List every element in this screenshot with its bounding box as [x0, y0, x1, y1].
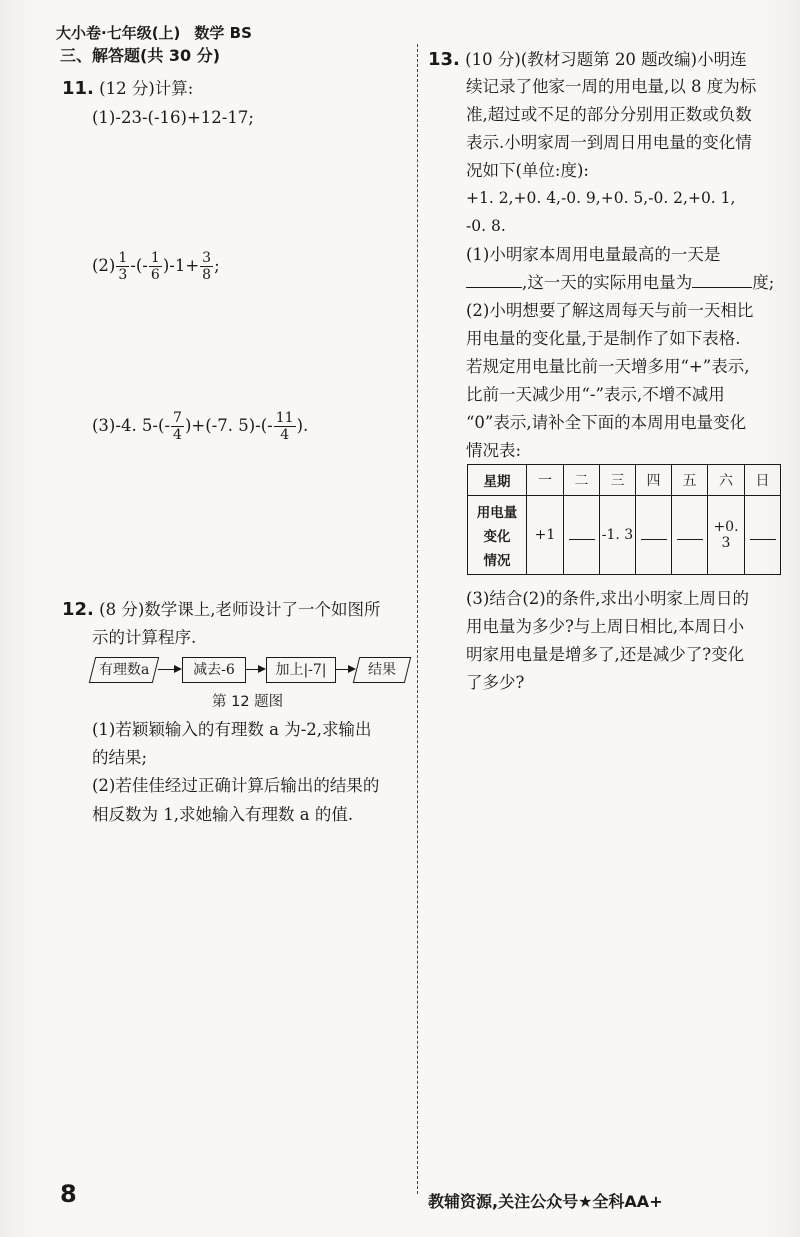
footer-note: 教辅资源,关注公众号★全科AA+ — [428, 1192, 663, 1211]
q11-part1: (1)-23-(-16)+12-17; — [92, 108, 254, 127]
table-cell-blank[interactable] — [636, 496, 672, 575]
q11-p2-lead: (2) — [92, 256, 116, 276]
flow-output-box: 结果 — [353, 657, 411, 683]
q13-line1: 续记录了他家一周的用电量,以 8 度为标 — [466, 77, 757, 96]
table-day: 一 — [527, 465, 564, 496]
answer-blank[interactable] — [569, 527, 595, 540]
q13-line0: 13. (10 分)(教材习题第 20 题改编)小明连 — [428, 49, 747, 70]
q12-sub1b: 的结果; — [92, 748, 148, 767]
q13-sub3-line0: (3)结合(2)的条件,求出小明家上周日的 — [466, 589, 749, 608]
q11-number: 11. — [62, 78, 94, 99]
q13-data-line2: -0. 8. — [466, 217, 506, 235]
answer-blank[interactable] — [466, 273, 522, 288]
series-title: 大小卷·七年级(上) — [56, 24, 181, 42]
section-title: 三、解答题(共 30 分) — [60, 46, 221, 65]
table-day: 六 — [708, 465, 745, 496]
table-day: 五 — [672, 465, 708, 496]
q13-data-line: +1. 2,+0. 4,-0. 9,+0. 5,-0. 2,+0. 1, — [466, 189, 736, 207]
q13-sub3-line3: 了多少? — [466, 673, 525, 692]
q12-sub1a: (1)若颖颖输入的有理数 a 为-2,求输出 — [92, 720, 372, 739]
fraction-3-8: $\frac{3}{8}$ — [202, 250, 212, 284]
q12-line1: 12. (8 分)数学课上,老师设计了一个如图所 — [62, 599, 381, 620]
table-day: 日 — [745, 465, 781, 496]
q13-sub3-line1: 用电量为多少?与上周日相比,本周日小 — [466, 617, 745, 636]
q13-sub2-line4: “0”表示,请补全下面的本周用电量变化 — [466, 413, 747, 432]
flow-step-subtract: 减去-6 — [182, 657, 246, 683]
q13-line4: 况如下(单位:度): — [466, 161, 589, 180]
table-header-label: 星期 — [468, 465, 527, 496]
page-number: 8 — [60, 1180, 77, 1208]
q11-part2: (2) $\frac{1}{3}$ -(- $\frac{1}{6}$ )-1+ $\frac{3}{8}$ ; — [92, 250, 220, 284]
q12-line2: 示的计算程序. — [92, 628, 197, 647]
table-header-row — [468, 465, 781, 496]
q12-sub2b: 相反数为 1,求她输入有理数 a 的值. — [92, 805, 354, 824]
fraction-1-6: $\frac{1}{6}$ — [150, 250, 160, 284]
fraction-1-3: $\frac{1}{3}$ — [118, 250, 128, 284]
flow-step-add: 加上|-7| — [266, 657, 336, 683]
q13-sub1: (1)小明家本周用电量最高的一天是 — [466, 245, 721, 264]
table-cell-blank[interactable] — [564, 496, 600, 575]
table-cell: -1. 3 — [600, 496, 636, 575]
flow-input-box: 有理数a — [89, 657, 159, 683]
answer-blank[interactable] — [641, 527, 667, 540]
table-row — [468, 496, 781, 575]
table-day: 二 — [564, 465, 600, 496]
q11-part3: (3)-4. 5-(- $\frac{7}{4}$ )+(-7. 5)-(- $\frac{11}{4}$ ). — [92, 410, 309, 444]
page-header — [56, 22, 252, 43]
table-row-label: 用电量 变化 情况 — [468, 496, 527, 575]
q13-sub2-line2: 若规定用电量比前一天增多用“+”表示, — [466, 357, 750, 376]
figure-caption: 第 12 题图 — [212, 694, 284, 710]
fraction-11-4: $\frac{11}{4}$ — [275, 410, 294, 444]
q13-sub2-line1: 用电量的变化量,于是制作了如下表格. — [466, 329, 741, 348]
q12-number: 12. — [62, 599, 94, 620]
q13-sub2-line3: 比前一天减少用“-”表示,不增不减用 — [466, 385, 725, 404]
table-day: 三 — [600, 465, 636, 496]
fraction-7-4: $\frac{7}{4}$ — [173, 410, 182, 444]
table-cell-blank[interactable] — [672, 496, 708, 575]
q11-intro-line — [62, 78, 193, 100]
q13-sub1-blanks: ,这一天的实际用电量为 度; — [466, 273, 774, 293]
electricity-change-table — [467, 464, 781, 575]
q13-sub2-line0: (2)小明想要了解这周每天与前一天相比 — [466, 301, 754, 320]
flow-arrow — [336, 669, 354, 670]
table-cell-blank[interactable] — [745, 496, 781, 575]
q13-number: 13. — [428, 49, 460, 70]
table-cell: +1 — [527, 496, 564, 575]
q13-line3: 表示.小明家周一到周日用电量的变化情 — [466, 133, 752, 152]
q13-line2: 准,超过或不足的部分分别用正数或负数 — [466, 105, 752, 124]
answer-blank[interactable] — [750, 527, 776, 540]
flow-arrow — [158, 669, 180, 670]
table-cell: +0. 3 — [708, 496, 745, 575]
flow-arrow — [246, 669, 264, 670]
table-day: 四 — [636, 465, 672, 496]
q12-sub2a: (2)若佳佳经过正确计算后输出的结果的 — [92, 776, 380, 795]
answer-blank[interactable] — [677, 527, 703, 540]
calc-flow-diagram — [92, 657, 410, 685]
q13-sub2-line5: 情况表: — [466, 441, 522, 460]
subject-label: 数学 BS — [194, 24, 252, 42]
q13-sub3-line2: 明家用电量是增多了,还是减少了?变化 — [466, 645, 745, 664]
column-divider — [417, 44, 418, 1194]
q11-intro: (12 分)计算: — [99, 79, 194, 98]
answer-blank[interactable] — [692, 273, 752, 288]
